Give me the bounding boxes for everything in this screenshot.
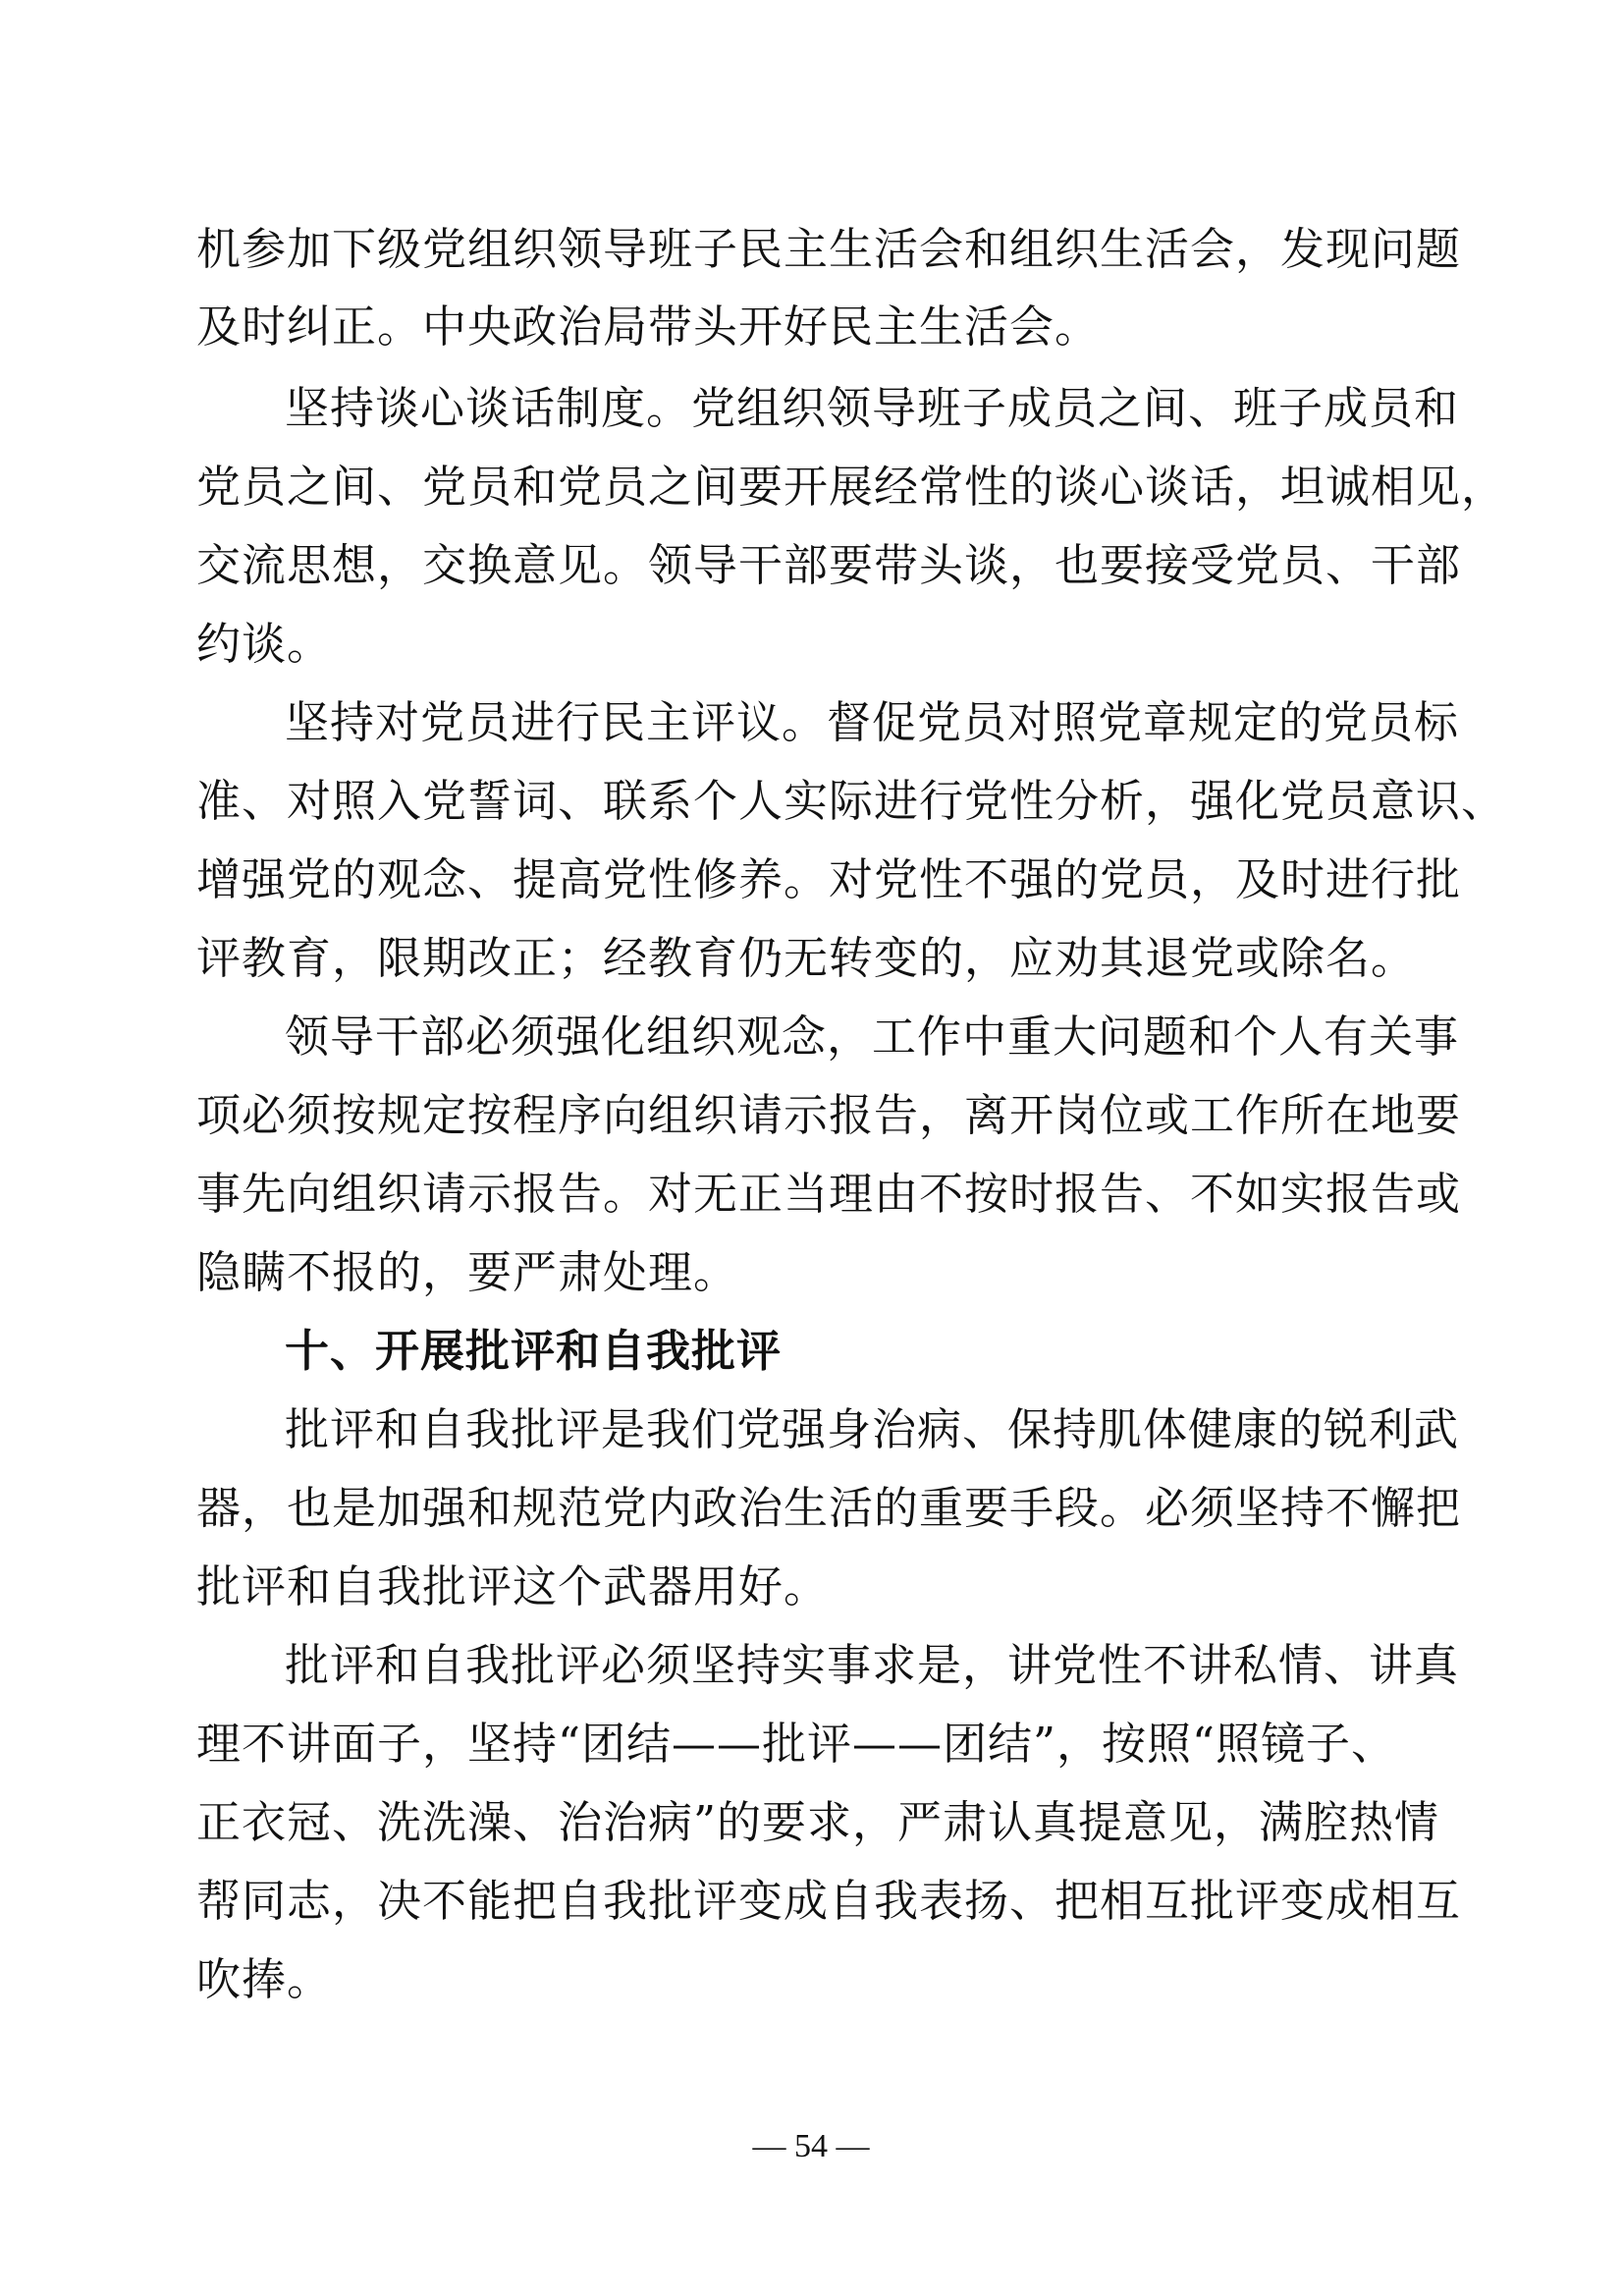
section-heading: 十、开展批评和自我批评 bbox=[285, 1325, 783, 1377]
text-line: 事先向组织请示报告。对无正当理由不按时报告、不如实报告或 bbox=[196, 1168, 1462, 1220]
text-line: 增强党的观念、提高党性修养。对党性不强的党员，及时进行批 bbox=[196, 853, 1462, 905]
text-line: 帮同志，决不能把自我批评变成自我表扬、把相互批评变成相互 bbox=[196, 1875, 1462, 1927]
text-line: 理不讲面子，坚持“团结——批评——团结”，按照“照镜子、 bbox=[196, 1718, 1397, 1770]
page-number: — 54 — bbox=[752, 2128, 870, 2164]
text-line: 机参加下级党组织领导班子民主生活会和组织生活会，发现问题 bbox=[196, 223, 1462, 275]
text-line: 器，也是加强和规范党内政治生活的重要手段。必须坚持不懈把 bbox=[196, 1482, 1462, 1534]
paragraph-start-line: 批评和自我批评是我们党强身治病、保持肌体健康的锐利武 bbox=[285, 1403, 1460, 1455]
text-line: 吹捧。 bbox=[196, 1953, 333, 2005]
paragraph-start-line: 坚持谈心谈话制度。党组织领导班子成员之间、班子成员和 bbox=[285, 382, 1460, 434]
text-line: 交流思想，交换意见。领导干部要带头谈，也要接受党员、干部 bbox=[196, 539, 1462, 591]
text-line: 党员之间、党员和党员之间要开展经常性的谈心谈话，坦诚相见， bbox=[196, 461, 1507, 513]
text-line: 及时纠正。中央政治局带头开好民主生活会。 bbox=[196, 301, 1101, 353]
text-line: 正衣冠、洗洗澡、治治病”的要求，严肃认真提意见，满腔热情 bbox=[196, 1796, 1440, 1848]
paragraph-start-line: 批评和自我批评必须坚持实事求是，讲党性不讲私情、讲真 bbox=[285, 1639, 1460, 1691]
paragraph-start-line: 坚持对党员进行民主评议。督促党员对照党章规定的党员标 bbox=[285, 696, 1460, 748]
text-line: 约谈。 bbox=[196, 618, 333, 670]
text-line: 评教育，限期改正；经教育仍无转变的，应劝其退党或除名。 bbox=[196, 932, 1417, 984]
text-line: 批评和自我批评这个武器用好。 bbox=[196, 1560, 830, 1613]
paragraph-start-line: 领导干部必须强化组织观念，工作中重大问题和个人有关事 bbox=[285, 1011, 1460, 1063]
text-line: 项必须按规定按程序向组织请示报告，离开岗位或工作所在地要 bbox=[196, 1089, 1462, 1141]
text-line: 准、对照入党誓词、联系个人实际进行党性分析，强化党员意识、 bbox=[196, 775, 1507, 827]
text-line: 隐瞒不报的，要严肃处理。 bbox=[196, 1246, 739, 1298]
